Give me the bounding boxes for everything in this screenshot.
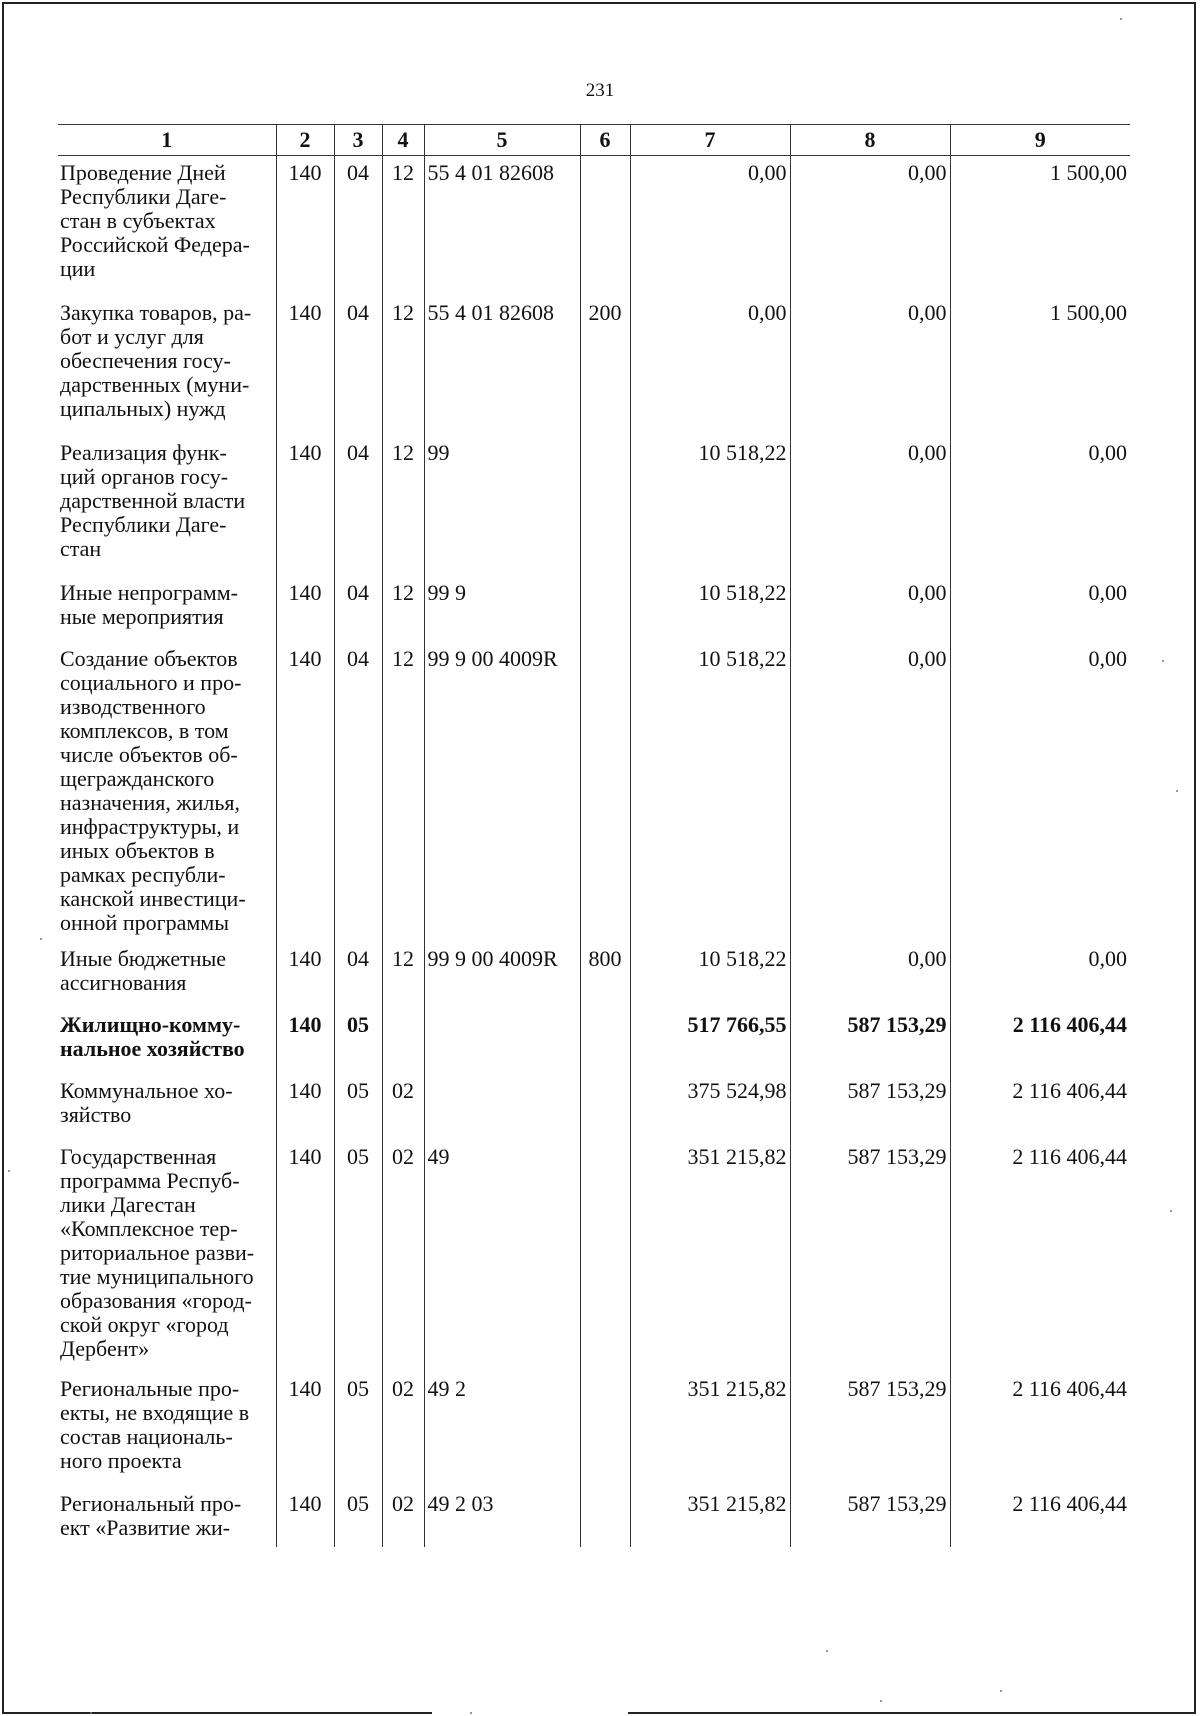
description-line: Иные бюджетные [60, 945, 227, 971]
amount-year-2: 0,00 [790, 296, 950, 436]
code-subsection: 02 [382, 1487, 424, 1547]
row-description [58, 1140, 276, 1372]
description-line: комплексов, в том [60, 717, 229, 743]
description-line: екты, не входящие в [60, 1399, 250, 1425]
code-ministry: 140 [276, 942, 334, 1008]
code-subsection: 12 [382, 156, 424, 296]
column-header: 6 [580, 125, 630, 156]
description-line: зяйство [60, 1101, 132, 1127]
code-target-article [424, 1008, 580, 1074]
amount-year-3: 1 500,00 [950, 156, 1130, 296]
code-expense-type [580, 1074, 630, 1140]
code-target-article: 49 2 03 [424, 1487, 580, 1547]
description-line: дарственной власти [60, 487, 246, 513]
row-description [58, 576, 276, 642]
table-row [58, 296, 1130, 436]
budget-table [58, 124, 1130, 1547]
description-line: щегражданского [60, 765, 215, 791]
code-subsection: 12 [382, 436, 424, 576]
description-line: программа Респуб- [60, 1167, 240, 1193]
code-expense-type [580, 576, 630, 642]
code-subsection: 02 [382, 1140, 424, 1372]
description-line: изводственного [60, 693, 206, 719]
description-line: Иные непрограмм- [60, 579, 238, 605]
code-section: 05 [334, 1008, 382, 1074]
code-expense-type [580, 1487, 630, 1547]
description-line: социального и про- [60, 669, 242, 695]
description-line: ции [60, 256, 96, 281]
description-line: образования «город- [60, 1287, 252, 1313]
page-bottom-edge [2, 1712, 432, 1714]
description-line: ные мероприятия [60, 603, 224, 629]
amount-year-1: 351 215,82 [630, 1487, 790, 1547]
row-description [58, 1487, 276, 1547]
code-ministry: 140 [276, 1487, 334, 1547]
table-row [58, 1372, 1130, 1487]
description-line: обеспечения госу- [60, 347, 231, 373]
amount-year-2: 587 153,29 [790, 1074, 950, 1140]
code-section: 04 [334, 642, 382, 942]
scan-speck [1162, 660, 1164, 662]
amount-year-2: 0,00 [790, 942, 950, 1008]
code-expense-type [580, 642, 630, 942]
description-line: стан [60, 535, 102, 561]
amount-year-3: 0,00 [950, 642, 1130, 942]
column-header: 3 [334, 125, 382, 156]
description-line: Республики Даге- [60, 511, 227, 537]
code-ministry: 140 [276, 1074, 334, 1140]
scan-speck [90, 1712, 92, 1714]
table-row [58, 942, 1130, 1008]
code-section: 05 [334, 1074, 382, 1140]
description-line: Республики Даге- [60, 184, 227, 209]
code-target-article: 99 9 00 4009R [424, 942, 580, 1008]
code-section: 04 [334, 576, 382, 642]
row-description [58, 156, 276, 296]
row-description [58, 1372, 276, 1487]
amount-year-3: 2 116 406,44 [950, 1074, 1130, 1140]
code-expense-type: 800 [580, 942, 630, 1008]
code-target-article: 99 9 00 4009R [424, 642, 580, 942]
description-line: ект «Развитие жи- [60, 1514, 231, 1540]
code-target-article: 55 4 01 82608 [424, 156, 580, 296]
column-header: 1 [58, 125, 276, 156]
code-expense-type [580, 1372, 630, 1487]
table-row [58, 1008, 1130, 1074]
code-ministry: 140 [276, 1008, 334, 1074]
code-section: 04 [334, 436, 382, 576]
code-subsection: 12 [382, 642, 424, 942]
description-line: канской инвестици- [60, 885, 246, 911]
amount-year-2: 0,00 [790, 436, 950, 576]
amount-year-3: 2 116 406,44 [950, 1372, 1130, 1487]
code-ministry: 140 [276, 436, 334, 576]
description-line: состав националь- [60, 1423, 233, 1449]
code-subsection: 02 [382, 1372, 424, 1487]
table-row [58, 642, 1130, 942]
code-subsection: 12 [382, 576, 424, 642]
scan-speck [880, 1700, 882, 1702]
code-section: 04 [334, 942, 382, 1008]
table-row [58, 1140, 1130, 1372]
amount-year-1: 351 215,82 [630, 1372, 790, 1487]
code-expense-type [580, 1008, 630, 1074]
description-line: Российской Федера- [60, 232, 250, 257]
code-section: 04 [334, 156, 382, 296]
description-line: ской округ «город [60, 1311, 229, 1337]
page-number: 231 [585, 80, 615, 101]
code-ministry: 140 [276, 576, 334, 642]
code-expense-type [580, 1140, 630, 1372]
description-line: дарственных (муни- [60, 371, 250, 397]
code-expense-type [580, 436, 630, 576]
code-section: 05 [334, 1487, 382, 1547]
description-line: Жилищно-комму- [60, 1011, 241, 1037]
column-header: 8 [790, 125, 950, 156]
scan-speck [8, 1170, 10, 1172]
code-subsection: 12 [382, 942, 424, 1008]
code-subsection [382, 1008, 424, 1074]
amount-year-3: 0,00 [950, 942, 1130, 1008]
description-line: Закупка товаров, ра- [60, 299, 252, 325]
description-line: иных объектов в [60, 837, 215, 863]
amount-year-1: 375 524,98 [630, 1074, 790, 1140]
amount-year-3: 0,00 [950, 576, 1130, 642]
amount-year-2: 0,00 [790, 156, 950, 296]
description-line: рамках республи- [60, 861, 226, 887]
scan-speck [1176, 790, 1178, 792]
description-line: ного проекта [60, 1447, 182, 1473]
row-description [58, 1008, 276, 1074]
code-target-article: 99 [424, 436, 580, 576]
description-line: назначения, жилья, [60, 789, 240, 815]
description-line: онной программы [60, 909, 230, 935]
description-line: Региональные про- [60, 1375, 240, 1401]
column-header: 2 [276, 125, 334, 156]
amount-year-1: 10 518,22 [630, 436, 790, 576]
description-line: Дербент» [60, 1335, 150, 1361]
amount-year-2: 587 153,29 [790, 1487, 950, 1547]
code-ministry: 140 [276, 642, 334, 942]
description-line: риториальное разви- [60, 1239, 255, 1265]
code-expense-type [580, 156, 630, 296]
table-row [58, 1487, 1130, 1547]
description-line: ципальных) нужд [60, 395, 226, 421]
column-header: 7 [630, 125, 790, 156]
description-line: тие муниципального [60, 1263, 254, 1289]
description-line: бот и услуг для [60, 323, 204, 349]
row-description [58, 296, 276, 436]
amount-year-2: 587 153,29 [790, 1008, 950, 1074]
description-line: нальное хозяйство [60, 1035, 245, 1061]
table-header-row [58, 125, 1130, 156]
amount-year-3: 2 116 406,44 [950, 1487, 1130, 1547]
amount-year-1: 10 518,22 [630, 576, 790, 642]
amount-year-3: 2 116 406,44 [950, 1140, 1130, 1372]
scan-speck [1120, 18, 1122, 20]
amount-year-2: 587 153,29 [790, 1140, 950, 1372]
code-target-article [424, 1074, 580, 1140]
scan-speck [40, 938, 42, 940]
description-line: ассигнования [60, 969, 187, 995]
code-section: 05 [334, 1140, 382, 1372]
scan-speck [470, 1712, 472, 1714]
amount-year-3: 0,00 [950, 436, 1130, 576]
scan-speck [1000, 1690, 1002, 1692]
description-line: Реализация функ- [60, 439, 227, 465]
code-target-article: 49 2 [424, 1372, 580, 1487]
description-line: Проведение Дней [60, 160, 226, 185]
amount-year-2: 0,00 [790, 576, 950, 642]
row-description [58, 642, 276, 942]
description-line: стан в субъектах [60, 208, 216, 233]
table-row [58, 1074, 1130, 1140]
amount-year-1: 0,00 [630, 296, 790, 436]
column-header: 5 [424, 125, 580, 156]
scan-speck [826, 1650, 828, 1652]
code-section: 04 [334, 296, 382, 436]
amount-year-2: 587 153,29 [790, 1372, 950, 1487]
amount-year-1: 10 518,22 [630, 642, 790, 942]
description-line: Региональный про- [60, 1490, 242, 1516]
code-subsection: 12 [382, 296, 424, 436]
description-line: числе объектов об- [60, 741, 238, 767]
code-target-article: 99 9 [424, 576, 580, 642]
table-row [58, 436, 1130, 576]
amount-year-1: 517 766,55 [630, 1008, 790, 1074]
description-line: «Комплексное тер- [60, 1215, 238, 1241]
row-description [58, 942, 276, 1008]
amount-year-2: 0,00 [790, 642, 950, 942]
column-header: 4 [382, 125, 424, 156]
code-ministry: 140 [276, 296, 334, 436]
amount-year-1: 10 518,22 [630, 942, 790, 1008]
amount-year-3: 1 500,00 [950, 296, 1130, 436]
code-ministry: 140 [276, 156, 334, 296]
amount-year-1: 351 215,82 [630, 1140, 790, 1372]
table-row [58, 576, 1130, 642]
scan-speck [1170, 1210, 1172, 1212]
code-section: 05 [334, 1372, 382, 1487]
table-row [58, 156, 1130, 296]
code-ministry: 140 [276, 1140, 334, 1372]
description-line: ций органов госу- [60, 463, 229, 489]
code-target-article: 55 4 01 82608 [424, 296, 580, 436]
description-line: Коммунальное хо- [60, 1077, 233, 1103]
page-bottom-edge [628, 1712, 1196, 1714]
description-line: Государственная [60, 1143, 217, 1169]
description-line: инфраструктуры, и [60, 813, 240, 839]
amount-year-3: 2 116 406,44 [950, 1008, 1130, 1074]
code-ministry: 140 [276, 1372, 334, 1487]
row-description [58, 1074, 276, 1140]
code-expense-type: 200 [580, 296, 630, 436]
description-line: Создание объектов [60, 645, 238, 671]
amount-year-1: 0,00 [630, 156, 790, 296]
column-header: 9 [950, 125, 1130, 156]
description-line: лики Дагестан [60, 1191, 196, 1217]
code-subsection: 02 [382, 1074, 424, 1140]
code-target-article: 49 [424, 1140, 580, 1372]
row-description [58, 436, 276, 576]
